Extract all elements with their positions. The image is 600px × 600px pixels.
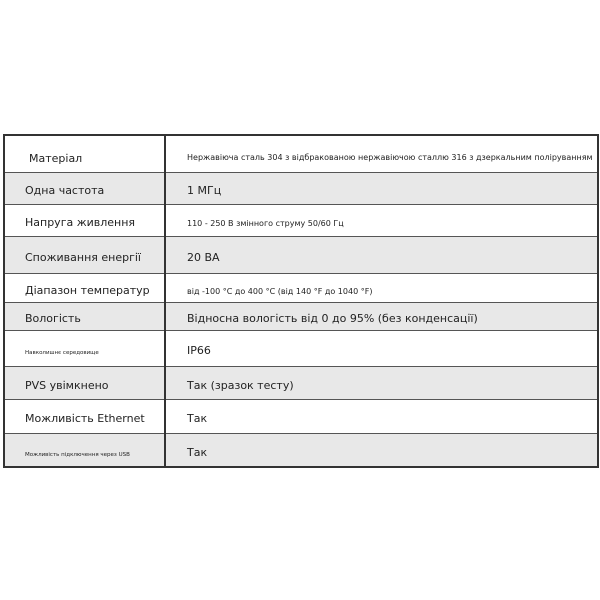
row-label: Вологість (25, 312, 81, 325)
table-row (4, 274, 598, 303)
row-value-cell (165, 331, 598, 367)
row-value-cell (165, 205, 598, 237)
row-label-cell (4, 331, 165, 367)
row-value-cell (165, 135, 598, 173)
row-value: від -100 °C до 400 °C (від 140 °F до 1040 °F) (187, 286, 373, 296)
row-value: 20 ВА (187, 250, 220, 264)
row-label-cell (4, 205, 165, 237)
row-label-cell (4, 434, 165, 468)
table-row (4, 400, 598, 434)
row-value: IP66 (187, 344, 211, 357)
table-row (4, 434, 598, 468)
table-row (4, 205, 598, 237)
row-value: Нержавіюча сталь 304 з відбракованою нержавіючою сталлю 316 з дзеркальним поліруванням (187, 152, 593, 162)
row-label: Одна частота (25, 184, 105, 197)
row-label: Напруга живлення (25, 216, 136, 229)
row-label: Можливість підключення через USB (25, 451, 130, 458)
row-value-cell (165, 303, 598, 331)
row-value: Так (зразок тесту) (187, 378, 294, 392)
row-label: Матеріал (29, 152, 83, 165)
row-label-cell (4, 173, 165, 205)
row-label-cell (4, 303, 165, 331)
row-label: Навколишнє середовище (25, 350, 99, 356)
row-value-cell (165, 400, 598, 434)
table-row (4, 135, 598, 173)
row-label-cell (4, 367, 165, 400)
row-label-cell (4, 135, 165, 173)
table-row (4, 237, 598, 274)
row-label: Споживання енергії (25, 250, 141, 264)
specifications-table (3, 134, 599, 468)
row-value: Відносна вологість від 0 до 95% (без конденсації) (187, 312, 478, 325)
table-row (4, 303, 598, 331)
row-label: PVS увімкнено (25, 378, 109, 392)
table-row (4, 331, 598, 367)
row-value-cell (165, 434, 598, 468)
row-label: Діапазон температур (25, 283, 150, 297)
row-value-cell (165, 367, 598, 400)
row-value-cell (165, 274, 598, 303)
table-row (4, 173, 598, 205)
row-value: 1 МГц (187, 184, 222, 197)
row-value: Так (187, 445, 208, 459)
row-label-cell (4, 237, 165, 274)
table-row (4, 367, 598, 400)
row-label-cell (4, 400, 165, 434)
row-label-cell (4, 274, 165, 303)
row-value-cell (165, 173, 598, 205)
row-label: Можливість Ethernet (25, 412, 145, 425)
row-value: Так (187, 412, 208, 425)
row-value-cell (165, 237, 598, 274)
row-value: 110 - 250 В змінного струму 50/60 Гц (187, 219, 344, 228)
